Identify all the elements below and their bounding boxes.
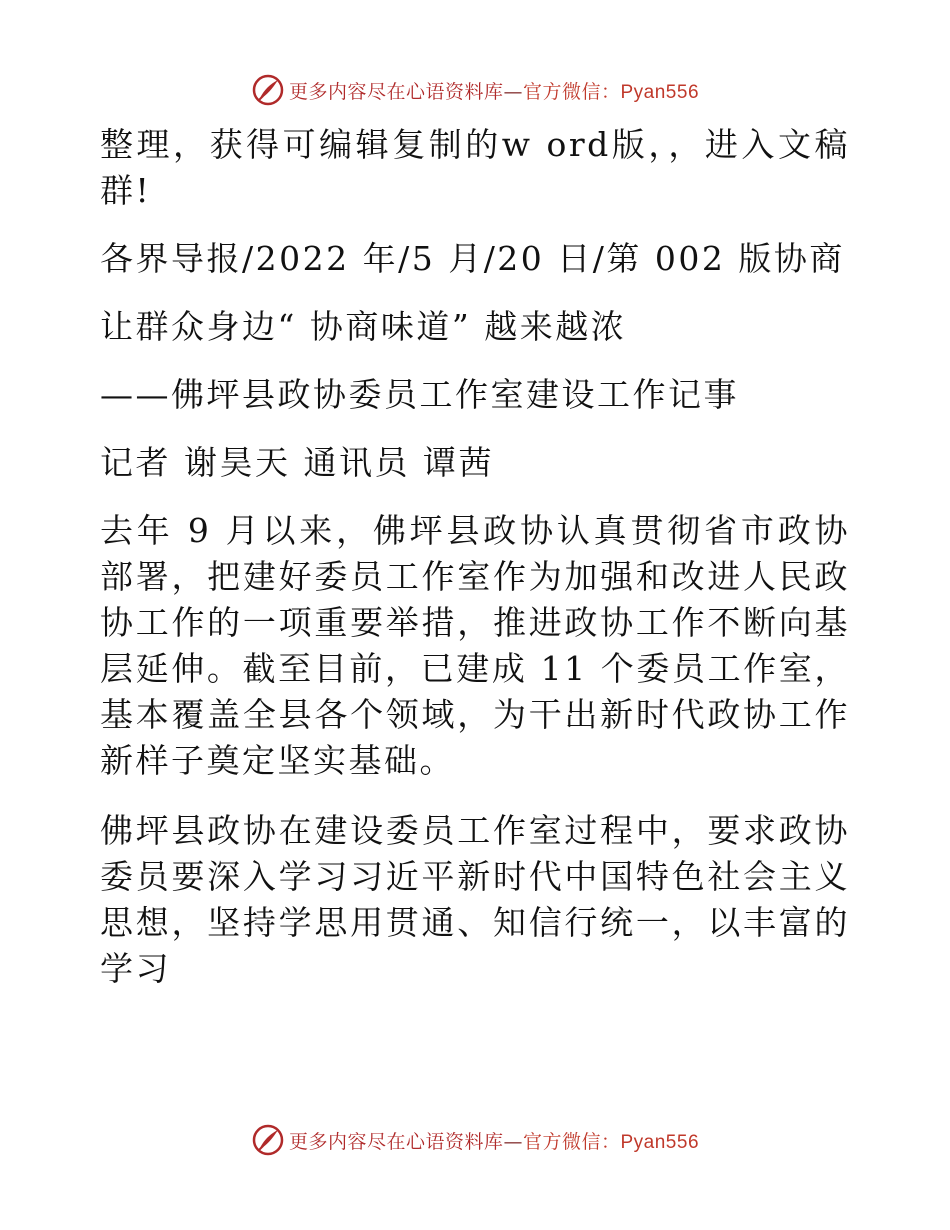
watermark-main: 更多内容尽在心语资料库 <box>288 1130 504 1153</box>
watermark-main: 更多内容尽在心语资料库 <box>288 80 504 103</box>
source-line: 各界导报/2022 年/5 月/20 日/第 002 版协商 <box>100 239 845 278</box>
body-paragraph-2: 佛坪县政协在建设委员工作室过程中，要求政协委员要深入学习习近平新时代中国特色社会主义思想，坚持学思用贯通、知信行统一，以丰富的学习 <box>100 811 850 988</box>
article-title: 让群众身边“ 协商味道” 越来越浓 <box>100 307 627 346</box>
intro-paragraph: 整理，获得可编辑复制的w ord版，，进入文稿群! <box>100 125 850 210</box>
watermark-separator: — <box>503 80 523 103</box>
footer-watermark-banner <box>0 1120 950 1160</box>
wechat-label: 官方微信： <box>522 80 621 103</box>
wechat-label: 官方微信： <box>522 1130 621 1153</box>
header-watermark-banner <box>0 70 950 110</box>
watermark-text <box>289 1127 699 1154</box>
watermark-text <box>289 77 699 104</box>
quill-logo-icon <box>251 73 285 107</box>
wechat-id: Pyan556 <box>620 1131 700 1153</box>
article-subtitle: ——佛坪县政协委员工作室建设工作记事 <box>100 375 739 414</box>
watermark-separator: — <box>503 1130 523 1153</box>
document-body <box>100 122 850 1016</box>
quill-logo-icon <box>251 1123 285 1157</box>
wechat-id: Pyan556 <box>620 81 700 103</box>
byline: 记者 谢昊天 通讯员 谭茜 <box>100 443 494 482</box>
body-paragraph-1: 去年 9 月以来，佛坪县政协认真贯彻省市政协部署，把建好委员工作室作为加强和改进人民政协工作的一项重要举措，推进政协工作不断向基层延伸。截至目前，已建成 11 个委员工作室，基本覆盖全县各个领域，为干出新时代政协工作新样子奠定坚实基础。 <box>100 511 850 780</box>
